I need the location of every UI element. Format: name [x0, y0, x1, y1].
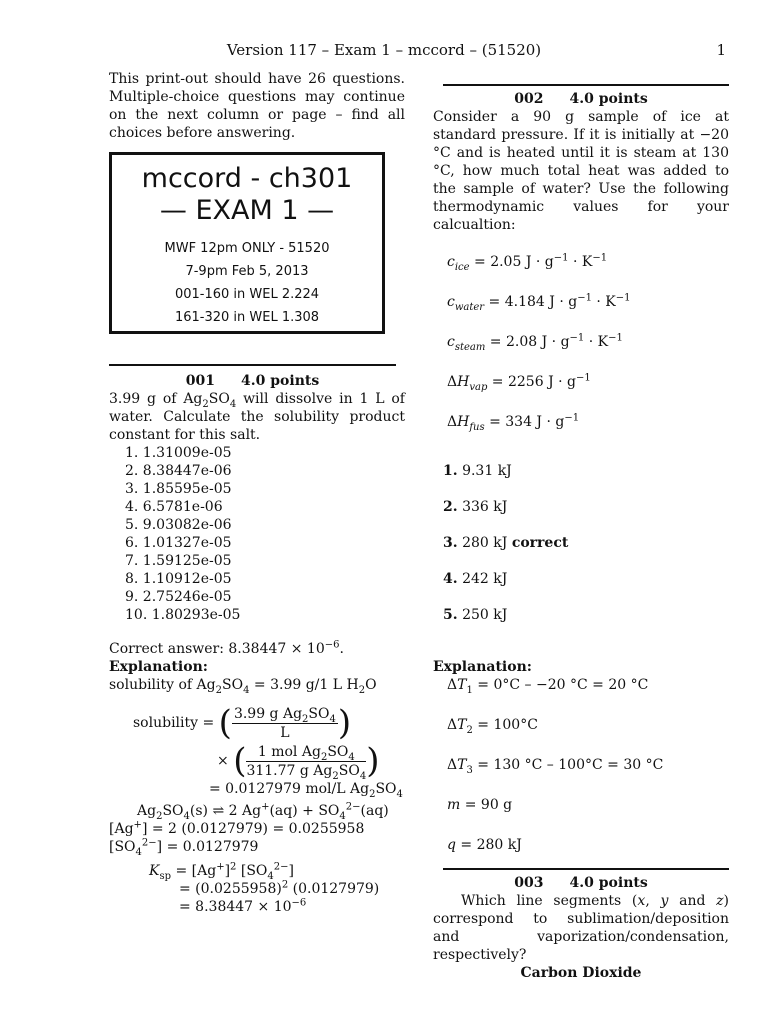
- question-number: 001: [185, 373, 216, 389]
- question-divider: [443, 868, 729, 870]
- answer-choice[interactable]: 7. 1.59125e-05: [125, 553, 232, 569]
- answer-choice[interactable]: 4. 6.5781e-06: [125, 499, 223, 515]
- question-divider: [109, 364, 396, 366]
- intro-text: This print-out should have 26 questions. Multiple-choice questions may continue on the next column or page – find all choices before answering.: [109, 71, 405, 141]
- dissociation-equation: $Ag_2SO_4(s)$ ⇌ 2 $Ag^+(aq) + SO_4^{2-}(aq)$: [137, 801, 389, 822]
- answer-choice[interactable]: 9. 2.75246e-05: [125, 589, 232, 605]
- answer-choice[interactable]: 4. 242 kJ: [443, 571, 508, 587]
- question-header-003: [433, 874, 729, 892]
- exam-title-box: [109, 152, 385, 334]
- page-number: 1: [716, 41, 726, 59]
- exam-info-line: 7-9pm Feb 5, 2013: [185, 264, 309, 279]
- constant-c-ice: $c_{ice} = 2.05$ $J \cdot g^{-1} \cdot K^{-1}$: [447, 252, 608, 273]
- answer-choice[interactable]: 5. 250 kJ: [443, 607, 508, 623]
- explanation-label: Explanation:: [109, 659, 208, 675]
- explanation-label: Explanation:: [433, 659, 532, 675]
- delta-t1: $\Delta T_1 = 0^\circ C - -20$ °C = 20 °C: [447, 677, 649, 696]
- correct-tag: correct: [511, 535, 569, 551]
- question-text-003: Which line segments (x, y and z) correspond to sublimation/deposition and vaporization/condensation, respectively?: [433, 893, 729, 963]
- question-points: 4.0 points: [569, 875, 648, 891]
- delta-t2: $\Delta T_2 = 100^\circ C$: [447, 717, 538, 736]
- answer-choice[interactable]: 10. 1.80293e-05: [125, 607, 241, 623]
- solubility-equation: solubility = ( $\frac{3.99 g Ag_2SO_4}{L}$ ) × ( $\frac{1 mol Ag_2SO_4}{311.77 g Ag_2SO_4}$ ) = 0.0127979 mol/L $Ag_2SO_4$: [133, 703, 403, 800]
- left-column: [109, 70, 405, 916]
- question-header-001: [109, 372, 396, 390]
- constant-c-water: $c_{water} = 4.184$ $J \cdot g^{-1} \cdot K^{-1}$: [447, 292, 631, 313]
- answer-choice[interactable]: 3. 1.85595e-05: [125, 481, 232, 497]
- question-number: 003: [514, 875, 544, 891]
- explanation-002: [447, 676, 729, 854]
- solubility-statement: solubility of $Ag_2SO_4 = 3.99$ g/1 L $H_2O$: [109, 677, 377, 696]
- exam-info-line: 001-160 in WEL 2.224: [174, 287, 320, 302]
- constant-c-steam: $c_{steam} = 2.08$ $J \cdot g^{-1} \cdot K^{-1}$: [447, 332, 623, 353]
- ag-concentration: [Ag+] = 2 (0.0127979) = 0.0255958: [109, 819, 365, 837]
- heat-line: q = 280 kJ: [447, 837, 522, 853]
- ksp-equation: $K_{sp} = [Ag^+]^2$ $[SO_4^{2-}]$ = $(0.0255958)^2$ (0.0127979) = $8.38447 \times 10^{-6}$: [149, 861, 380, 915]
- question-points: 4.0 points: [241, 373, 320, 389]
- delta-t3: $\Delta T_3 = 130$ °C – 100°C = 30 °C: [447, 757, 664, 776]
- constant-h-fus: $\Delta H_{fus} = 334$ $J \cdot g^{-1}$: [447, 412, 580, 433]
- question-header-002: [433, 90, 729, 108]
- right-column: [433, 70, 729, 982]
- answer-choice[interactable]: 5. 9.03082e-06: [125, 517, 232, 533]
- answer-choice[interactable]: 2. 336 kJ: [443, 499, 508, 515]
- correct-answer: Correct answer: $8.38447 \times 10^{-6}$.: [109, 639, 344, 657]
- answer-choice[interactable]: 8. 1.10912e-05: [125, 571, 232, 587]
- exam-title: — EXAM 1 —: [159, 195, 335, 226]
- constant-h-vap: $\Delta H_{vap} = 2256$ $J \cdot g^{-1}$: [447, 372, 591, 393]
- course-title: mccord - ch301: [141, 163, 353, 194]
- question-points: 4.0 points: [569, 91, 648, 107]
- answer-choice[interactable]: 1. 9.31 kJ: [443, 463, 512, 479]
- answer-choice[interactable]: 6. 1.01327e-05: [125, 535, 232, 551]
- question-text-001: 3.99 g of $Ag_2SO_4$ will dissolve in 1 L of water. Calculate the solubility product constant for this salt.: [109, 391, 405, 443]
- answer-choice[interactable]: 3. 280 kJ correct: [443, 535, 569, 551]
- exam-info-line: 161-320 in WEL 1.308: [174, 310, 320, 325]
- figure-subtitle: Carbon Dioxide: [520, 965, 642, 981]
- question-number: 002: [514, 91, 544, 107]
- answer-choice[interactable]: 2. 8.38447e-06: [125, 463, 232, 479]
- choice-list-002: [443, 462, 729, 624]
- header-title: Version 117 – Exam 1 – mccord – (51520): [226, 41, 542, 59]
- answer-choice[interactable]: 1. 1.31009e-05: [125, 445, 232, 461]
- exam-info-line: MWF 12pm ONLY - 51520: [164, 241, 330, 256]
- mass-line: m = 90 g: [447, 797, 513, 813]
- so4-concentration: $[SO_4^{2-}] = 0.0127979$: [109, 837, 259, 858]
- choice-list-001: [109, 444, 405, 624]
- question-divider: [443, 84, 729, 86]
- thermo-constants: [447, 252, 729, 432]
- question-text-002: Consider a 90 g sample of ice at standard pressure. If it is initially at −20 °C and is heated until it is steam at 130 °C, how much total heat was added to the sample of water? Use the following thermodynamic values for your calcualtion:: [433, 109, 729, 233]
